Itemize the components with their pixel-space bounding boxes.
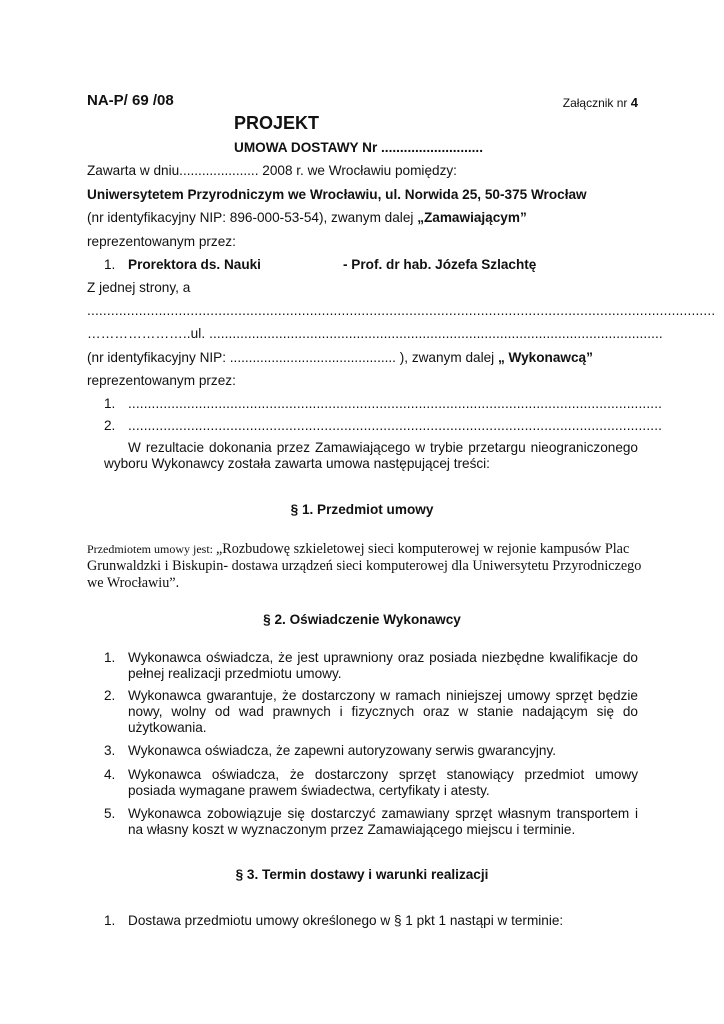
- rep1-name: - Prof. dr hab. Józefa Szlachtę: [343, 257, 537, 272]
- represented2-label: reprezentowanym przez:: [87, 373, 236, 388]
- page-title: PROJEKT: [234, 113, 320, 133]
- rep1-number: 1.: [104, 257, 116, 272]
- s2-item5-text: Wykonawca zobowiązuje się dostarczyć zamawiany sprzęt własnym transportem i na własny koszt w wyznaczonym przez Zamawiającego miejscu i terminie.: [128, 806, 638, 837]
- section3-heading: § 3. Termin dostawy i warunki realizacji: [235, 867, 489, 882]
- s2-item1-text: Wykonawca oświadcza, że jest uprawniony oraz posiada niezbędne kwalifikacje do pełnej realizacji przedmiotu umowy.: [128, 650, 638, 681]
- section1-heading: § 1. Przedmiot umowy: [290, 502, 434, 517]
- rep2-1-number: 1.: [104, 396, 116, 411]
- document-reference: NA-P/ 69 /08: [87, 92, 174, 109]
- rep1-role: Prorektora ds. Nauki: [128, 257, 261, 272]
- concluded-line: Zawarta w dniu..................... 2008 r. we Wrocławiu pomiędzy:: [87, 163, 457, 178]
- party2-nip-line: [87, 350, 593, 365]
- s3-item1-number: 1.: [104, 913, 116, 928]
- party2-alias: „ Wykonawcą”: [497, 350, 593, 365]
- section2-heading: § 2. Oświadczenie Wykonawcy: [263, 612, 461, 627]
- attachment-label-text: Załącznik nr: [562, 96, 628, 110]
- represented-label: reprezentowanym przez:: [87, 234, 236, 249]
- party1-nip-text: (nr identyfikacyjny NIP: 896-000-53-54), zwanym dalej: [87, 210, 418, 225]
- party2-nip-text: (nr identyfikacyjny NIP: ............................................ ), zwanym dalej: [87, 350, 498, 365]
- rep2-2-number: 2.: [104, 418, 116, 433]
- s3-item1-text: Dostawa przedmiotu umowy określonego w § 1 pkt 1 nastąpi w terminie:: [128, 913, 564, 928]
- rep2-2-blank: ........................................................................................................................................: [128, 418, 663, 433]
- attachment-number: 4: [630, 95, 638, 110]
- section1-body: [87, 541, 647, 592]
- contract-subtitle: UMOWA DOSTAWY Nr ...........................: [234, 140, 483, 155]
- s2-item5-number: 5.: [104, 806, 116, 821]
- party1-name: Uniwersytetem Przyrodniczym we Wrocławiu, ul. Norwida 25, 50-375 Wrocław: [87, 187, 587, 202]
- s2-item4-text: Wykonawca oświadcza, że dostarczony sprzęt stanowiący przedmiot umowy posiada wymagane prawem świadectwa, certyfikaty i atesty.: [128, 767, 638, 798]
- result-paragraph: W rezultacie dokonania przez Zamawiającego w trybie przetargu nieograniczonego wyboru Wykonawcy została zawarta umowa następującej treści:: [104, 440, 638, 471]
- s2-item3-number: 3.: [104, 743, 116, 758]
- party1-alias: „Zamawiającym”: [417, 210, 527, 225]
- party1-nip-line: [87, 210, 527, 225]
- s2-item3-text: Wykonawca oświadcza, że zapewni autoryzowany serwis gwarancyjny.: [128, 743, 557, 758]
- attachment-label: [563, 95, 638, 110]
- s2-item4-number: 4.: [104, 767, 116, 782]
- s2-item2-number: 2.: [104, 688, 116, 703]
- one-side-line: Z jednej strony, a: [87, 280, 191, 295]
- section1-prefix: Przedmiotem umowy jest:: [87, 542, 216, 556]
- blank-name-line: ..............................................................................................................................................................: [87, 303, 716, 318]
- rep2-1-blank: ........................................................................................................................................: [128, 396, 663, 411]
- s2-item1-number: 1.: [104, 650, 116, 665]
- section1-subject: „Rozbudowę szkieletowej sieci komputerowej w rejonie kampusów Plac Grunwaldzki i Biskupin- dostawa urządzeń sieci komputerowej dla Uniwersytetu Przyrodniczego we Wrocławiu”.: [87, 541, 642, 591]
- s2-item2-text: Wykonawca gwarantuje, że dostarczony w ramach niniejszej umowy sprzęt będzie nowy, wolny od wad prawnych i fizycznych oraz w stanie nadającym się do użytkowania.: [128, 688, 638, 735]
- blank-address-line: …………………..ul. .....................................................................................................................: [87, 326, 663, 341]
